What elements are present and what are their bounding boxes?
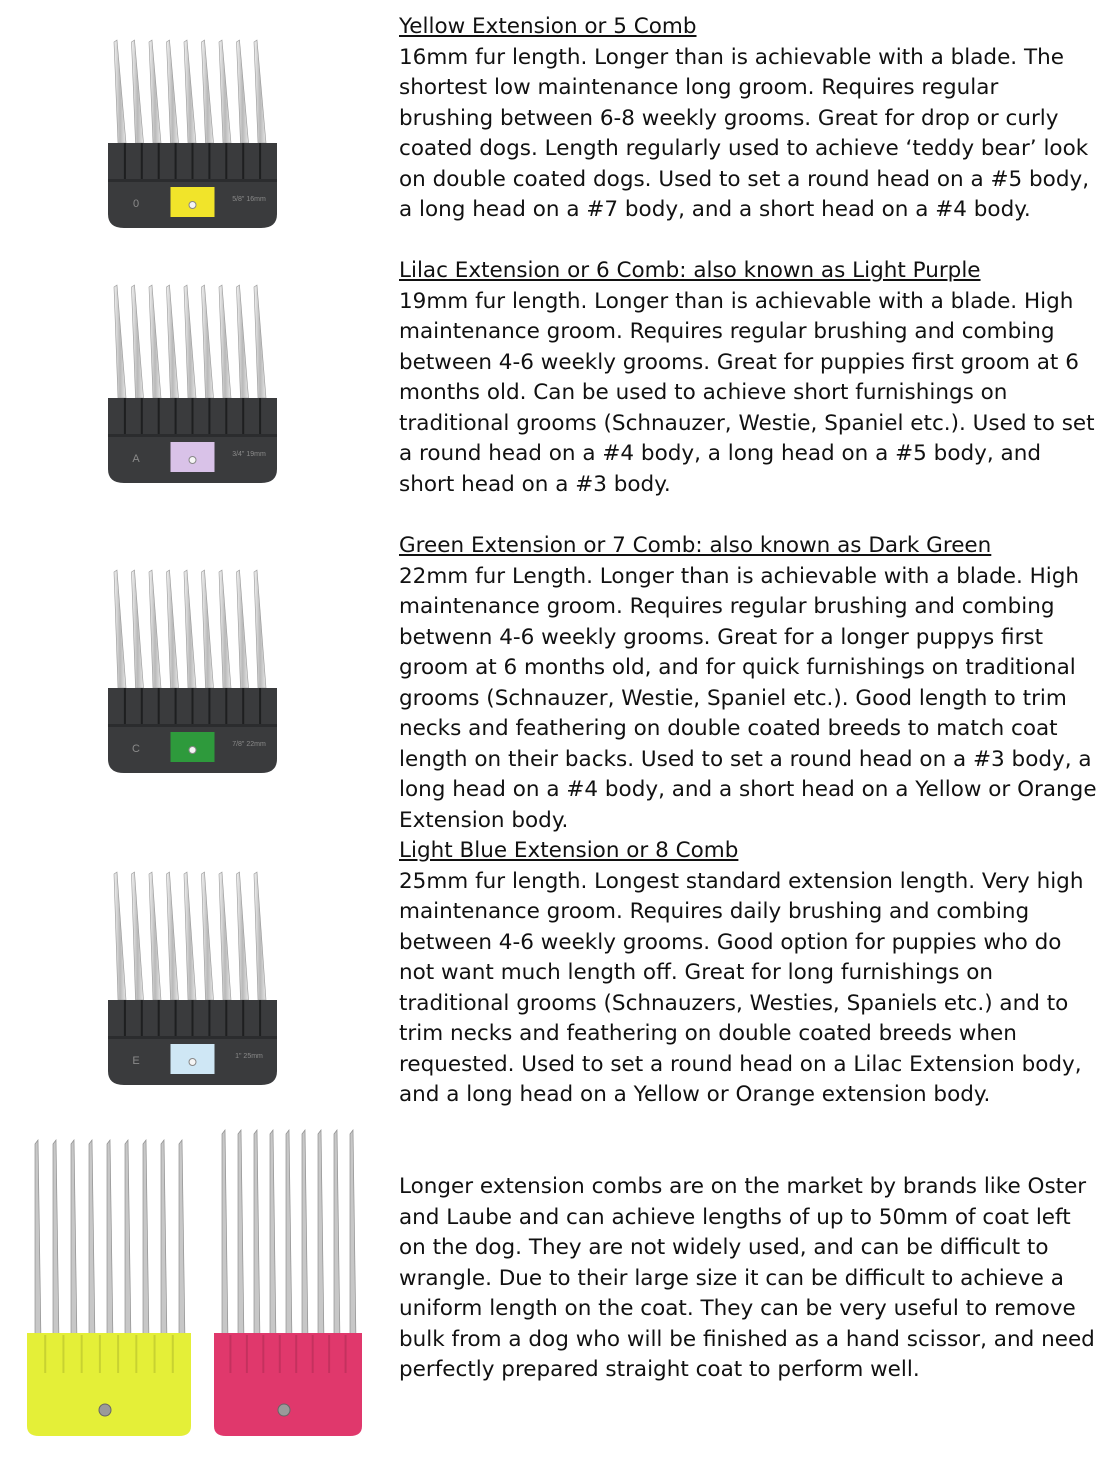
comb-tooth bbox=[254, 40, 266, 143]
pink-long-comb-image bbox=[212, 1128, 364, 1438]
comb-tooth bbox=[149, 570, 161, 688]
comb-tooth bbox=[149, 285, 161, 398]
comb-rivet bbox=[189, 1059, 196, 1066]
comb-tooth bbox=[202, 872, 214, 1000]
comb-tooth bbox=[161, 1140, 167, 1343]
comb-tooth bbox=[143, 1140, 149, 1343]
comb-tooth bbox=[238, 1130, 244, 1343]
comb-tooth bbox=[132, 285, 144, 398]
comb-tooth bbox=[237, 872, 249, 1000]
comb-tooth bbox=[184, 285, 196, 398]
comb-tooth bbox=[237, 40, 249, 143]
closing-body: Longer extension combs are on the market by brands like Oster and Laube and can achieve lengths of up to 50mm of coat left on the dog. They are not widely used, and can be difficult to wrangle. Due to their large size it can be difficult to achieve a uniform length on the coat. They can be very useful to remove bulk from a dog who will be finished as a hand scissor, and need perfectly prepared straight coat to perform well. bbox=[399, 1174, 1095, 1382]
comb-tooth bbox=[222, 1130, 228, 1343]
comb-rivet bbox=[189, 457, 196, 464]
comb-tooth bbox=[254, 872, 266, 1000]
comb-ridge bbox=[108, 724, 277, 727]
comb-tooth bbox=[149, 872, 161, 1000]
comb-tooth bbox=[184, 872, 196, 1000]
comb-rivet bbox=[278, 1404, 290, 1416]
comb-tooth bbox=[219, 570, 231, 688]
comb-tooth bbox=[286, 1130, 292, 1343]
comb-tooth bbox=[237, 570, 249, 688]
comb-size: 3/4" 19mm bbox=[232, 451, 266, 458]
comb-size: 1" 25mm bbox=[235, 1053, 263, 1060]
comb-ridge bbox=[108, 179, 277, 182]
comb-tooth bbox=[350, 1130, 356, 1343]
comb-tooth bbox=[254, 1130, 260, 1343]
comb-tooth bbox=[219, 40, 231, 143]
comb-tooth bbox=[202, 570, 214, 688]
comb-tooth bbox=[167, 872, 179, 1000]
comb-tooth bbox=[219, 872, 231, 1000]
comb-rivet bbox=[99, 1404, 111, 1416]
comb-rivet bbox=[189, 747, 196, 754]
comb-rivet bbox=[189, 202, 196, 209]
comb-tooth bbox=[71, 1140, 77, 1343]
comb-tooth bbox=[184, 570, 196, 688]
comb-tooth bbox=[114, 40, 126, 143]
comb-tooth bbox=[254, 570, 266, 688]
section-body: 16mm fur length. Longer than is achievable with a blade. The shortest low maintenance long groom. Requires regular brushing between 6-8 weekly grooms. Great for drop or curly coated dogs. Length regularly used to achieve ‘teddy bear’ look on double coated dogs. Used to set a round head on a #5 body, a long head on a #7 body, and a short head on a #4 body. bbox=[399, 44, 1090, 222]
section-body: 22mm fur Length. Longer than is achievable with a blade. High maintenance groom. Requires regular brushing and combing betwenn 4-6 weekly grooms. Great for a longer puppys first groom at 6 months old, and for quick furnishings on traditional grooms (Schnauzer, Westie, Spaniel etc.). Good length to trim necks and feathering on double coated breeds to match coat length on their backs. Used to set a round head on a #3 body, a long head on a #4 body, and a short head on a Yellow or Orange Extension body. bbox=[399, 563, 1097, 833]
comb-base bbox=[214, 1333, 362, 1436]
section-body: 25mm fur length. Longest standard extension length. Very high maintenance groom. Requires daily brushing and combing between 4-6 weekly grooms. Good option for puppies who do not want much length off. Great for long furnishings on traditional grooms (Schnauzers, Westies, Spaniels etc.) and to trim necks and feathering on double coated breeds when requested. Used to set a round head on a Lilac Extension body, and a long head on a Yellow or Orange extension body. bbox=[399, 868, 1084, 1107]
comb-tooth bbox=[167, 570, 179, 688]
comb-tooth bbox=[254, 285, 266, 398]
comb-tooth bbox=[114, 285, 126, 398]
comb-base bbox=[27, 1333, 191, 1436]
section-lilac bbox=[399, 256, 1099, 500]
comb-letter: C bbox=[132, 743, 140, 755]
comb-tooth bbox=[53, 1140, 59, 1343]
comb-tooth bbox=[334, 1130, 340, 1343]
section-heading: Light Blue Extension or 8 Comb bbox=[399, 838, 739, 863]
comb-tooth bbox=[237, 285, 249, 398]
comb-tooth bbox=[302, 1130, 308, 1343]
yellow-long-comb-image bbox=[25, 1138, 193, 1438]
comb-tooth bbox=[270, 1130, 276, 1343]
comb-tooth bbox=[114, 872, 126, 1000]
comb-tooth bbox=[184, 40, 196, 143]
comb-tooth bbox=[167, 285, 179, 398]
comb-ridge bbox=[108, 1036, 277, 1039]
comb-ridge bbox=[108, 434, 277, 437]
comb-tooth bbox=[167, 40, 179, 143]
comb-tooth bbox=[107, 1140, 113, 1343]
section-green bbox=[399, 531, 1099, 836]
comb-tooth bbox=[202, 40, 214, 143]
section-yellow bbox=[399, 12, 1099, 226]
comb-tooth bbox=[35, 1140, 41, 1343]
section-light-blue bbox=[399, 836, 1099, 1111]
comb-tooth bbox=[149, 40, 161, 143]
comb-size: 7/8" 22mm bbox=[232, 741, 266, 748]
comb-tooth bbox=[179, 1140, 185, 1343]
section-closing bbox=[399, 1172, 1099, 1386]
comb-tooth bbox=[132, 872, 144, 1000]
comb-tooth bbox=[219, 285, 231, 398]
green-comb-image bbox=[100, 568, 285, 778]
section-body: 19mm fur length. Longer than is achievable with a blade. High maintenance groom. Requires regular brushing and combing between 4-6 weekly grooms. Great for puppies first groom at 6 months old. Can be used to achieve short furnishings on traditional grooms (Schnauzer, Westie, Spaniel etc.). Used to set a round head on a #4 body, a long head on a #5 body, and short head on a #3 body. bbox=[399, 288, 1095, 497]
comb-tooth bbox=[318, 1130, 324, 1343]
lilac-comb-image bbox=[100, 283, 285, 488]
comb-letter: 0 bbox=[132, 198, 140, 210]
comb-tooth bbox=[132, 40, 144, 143]
comb-tooth bbox=[125, 1140, 131, 1343]
comb-tooth bbox=[132, 570, 144, 688]
comb-tooth bbox=[89, 1140, 95, 1343]
section-heading: Yellow Extension or 5 Comb bbox=[399, 14, 697, 39]
section-heading: Lilac Extension or 6 Comb: also known as Light Purple bbox=[399, 258, 981, 283]
comb-letter: A bbox=[132, 453, 140, 465]
comb-letter: E bbox=[132, 1055, 140, 1067]
comb-tooth bbox=[114, 570, 126, 688]
comb-size: 5/8" 16mm bbox=[232, 196, 266, 203]
yellow-comb-image bbox=[100, 38, 285, 233]
section-heading: Green Extension or 7 Comb: also known as Dark Green bbox=[399, 533, 992, 558]
light-blue-comb-image bbox=[100, 870, 285, 1090]
comb-tooth bbox=[202, 285, 214, 398]
